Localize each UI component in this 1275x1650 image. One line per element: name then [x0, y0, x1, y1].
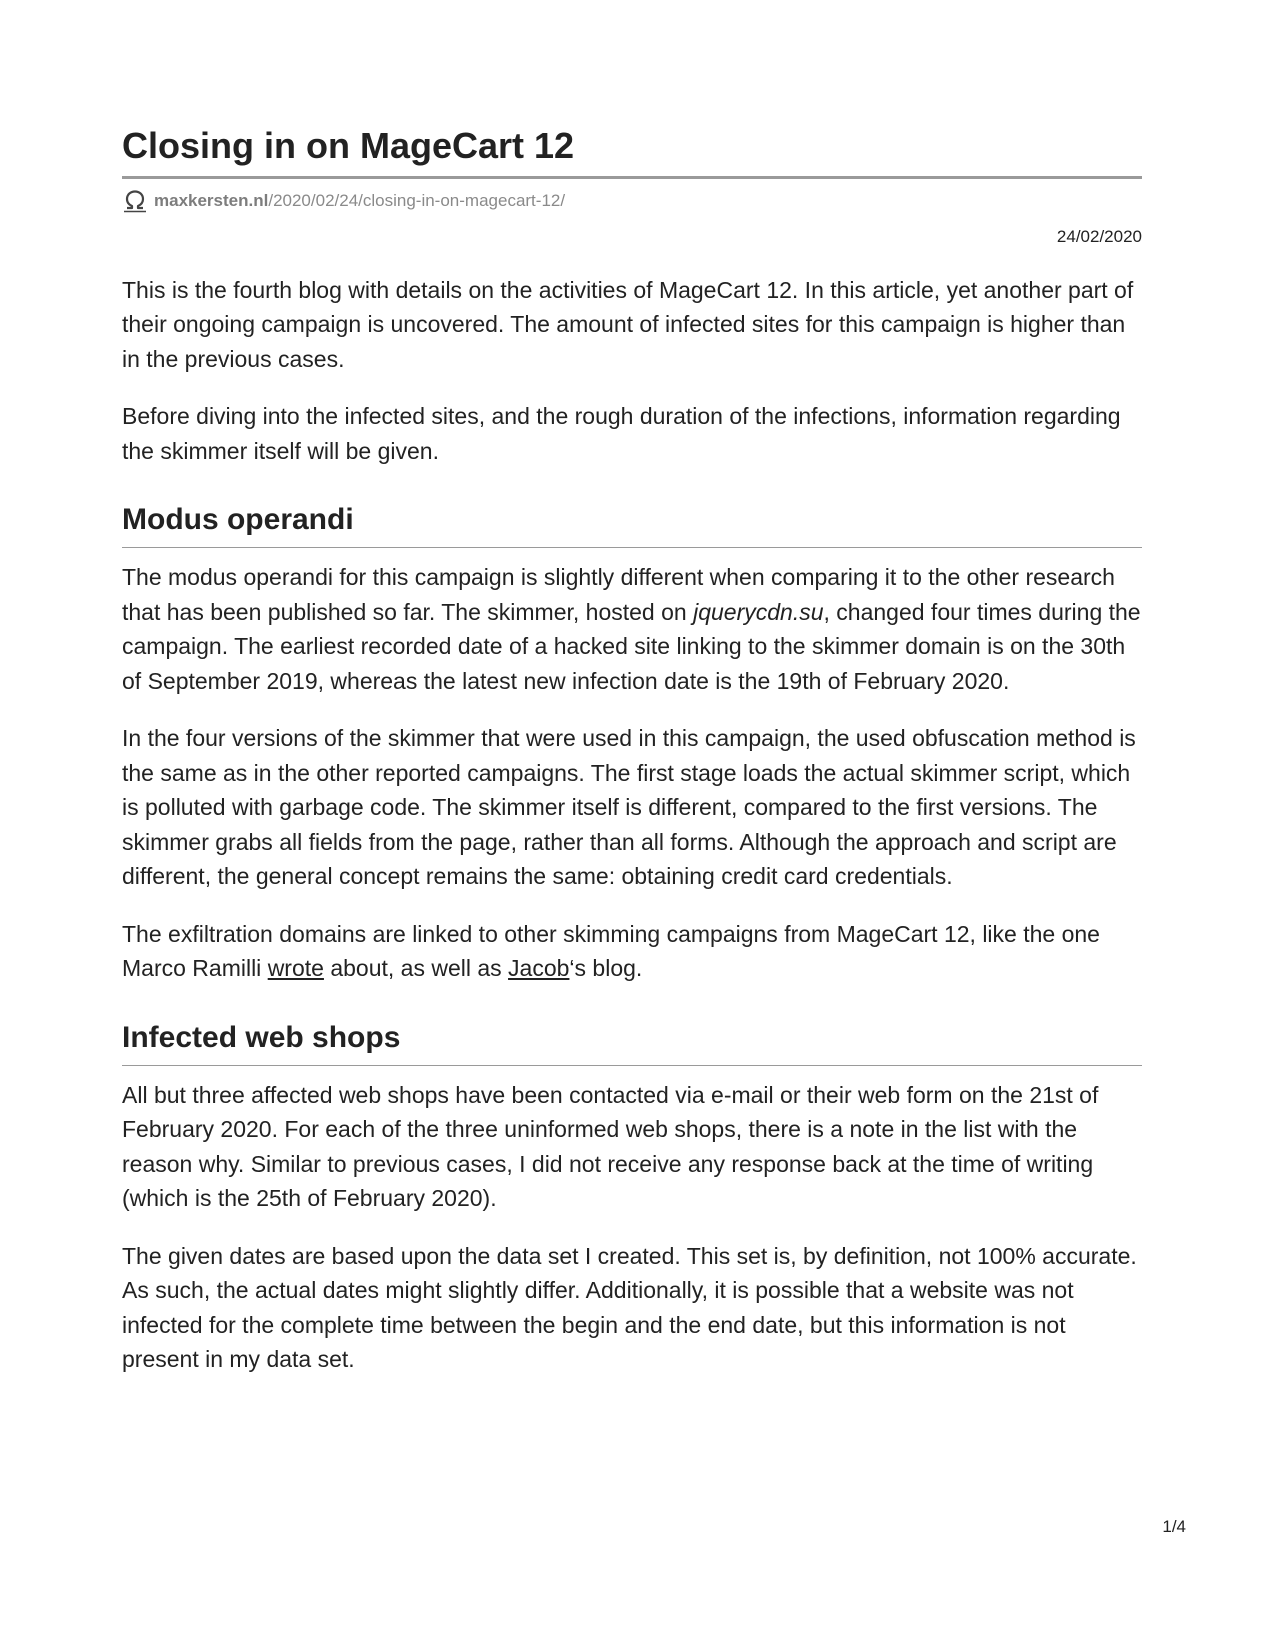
- source-url[interactable]: [122, 188, 1142, 214]
- skimmer-domain: jquerycdn.su: [693, 598, 824, 625]
- page-number: 1/4: [1162, 1517, 1186, 1536]
- modus-p1-text-end: , changed four times during the campaign. The earliest recorded date of a hacked site linking to the skimmer domain is on the 30th of September 2019, whereas the latest new infection date is the 19th of February 2020.: [122, 598, 1141, 694]
- modus-paragraph-3: [122, 917, 1142, 986]
- section-heading-infected-web-shops: Infected web shops: [122, 1020, 1142, 1066]
- modus-p3-text-start: The exfiltration domains are linked to other skimming campaigns from MageCart 12, like the one Marco Ramilli: [122, 920, 1100, 982]
- shops-paragraph-2: The given dates are based upon the data set I created. This set is, by definition, not 100% accurate. As such, the actual dates might slightly differ. Additionally, it is possible that a website was not infected for the complete time between the begin and the end date, but this information is not present in my data set.: [122, 1242, 1137, 1373]
- wrote-link[interactable]: wrote: [267, 955, 324, 982]
- intro-paragraph-1: This is the fourth blog with details on the activities of MageCart 12. In this article, yet another part of their ongoing campaign is uncovered. The amount of infected sites for this campaign is higher than in the previous cases.: [122, 276, 1134, 372]
- jacob-link[interactable]: Jacob: [508, 955, 570, 982]
- modus-paragraph-2: In the four versions of the skimmer that were used in this campaign, the used obfuscation method is the same as in the other reported campaigns. The first stage loads the actual skimmer script, which is polluted with garbage code. The skimmer itself is different, compared to the first versions. The skimmer grabs all fields from the page, rather than all forms. Although the approach and script are different, the general concept remains the same: obtaining credit card credentials.: [122, 725, 1136, 890]
- source-domain: maxkersten.nl: [154, 190, 269, 210]
- modus-p1-text-start: The modus operandi for this campaign is slightly different when comparing it to the other research that has been published so far. The skimmer, hosted on: [122, 564, 1115, 625]
- omega-icon: [122, 188, 148, 214]
- intro-paragraph-2: Before diving into the infected sites, and the rough duration of the infections, information regarding the skimmer itself will be given.: [122, 403, 1121, 464]
- section-heading-modus-operandi: Modus operandi: [122, 502, 1142, 548]
- modus-paragraph-1: [122, 560, 1142, 698]
- modus-p3-text-middle: about, as well as: [323, 955, 509, 982]
- article: [122, 126, 1142, 1377]
- publish-date: 24/02/2020: [1056, 226, 1142, 246]
- source-path: /2020/02/24/closing-in-on-magecart-12/: [268, 190, 566, 210]
- page-title: Closing in on MageCart 12: [122, 126, 1142, 179]
- shops-paragraph-1: All but three affected web shops have been contacted via e-mail or their web form on the 21st of February 2020. For each of the three uninformed web shops, there is a note in the list with the reason why. Similar to previous cases, I did not receive any response back at the time of writing (which is the 25th of February 2020).: [122, 1081, 1099, 1212]
- modus-p3-text-end: ‘s blog.: [569, 955, 643, 982]
